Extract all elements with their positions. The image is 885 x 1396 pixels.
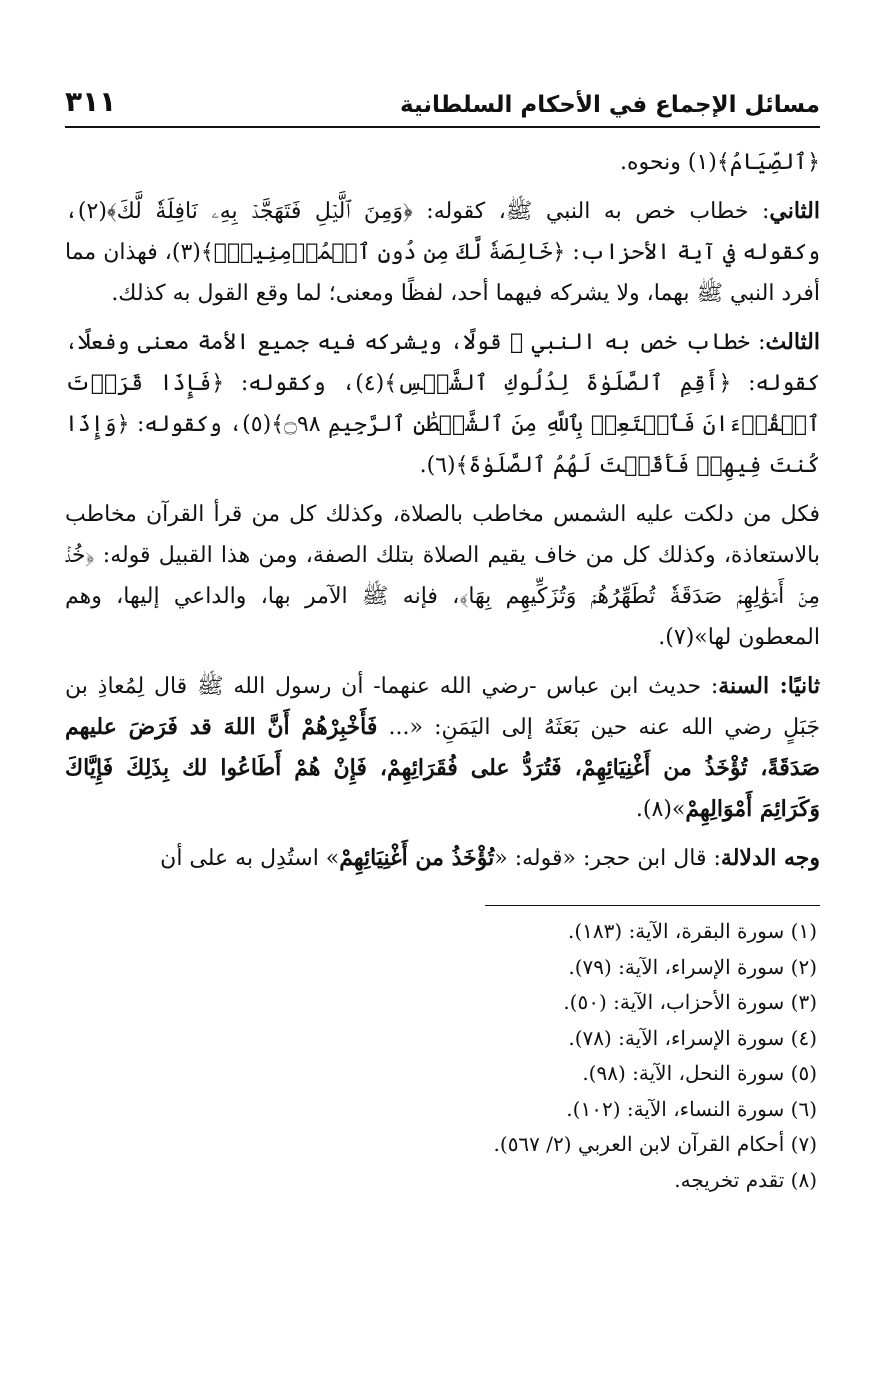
bold-text: فَأَخْبِرْهُمْ أَنَّ اللهَ قد فَرَضَ عليهم صَدَقَةً، تُؤْخَذُ من أَغْنِيَائِهِمْ، فَتُرَدُّ على فُقَرَائِهِمْ، فَإِنْ هُمْ أَطَاعُوا لك بِذَلِكَ فَإِيَّاكَ وَكَرَائِمَ أَمْوَالِهِمْ [65,714,820,822]
text-run: : قال ابن حجر: «قوله: « [494,846,721,871]
header-rule [65,126,820,128]
footnote: (٨) تقدم تخريجه. [674,1167,817,1192]
running-title: مسائل الإجماع في الأحكام السلطانية [400,92,820,118]
text-run: : حديث ابن عباس -رضي الله عنهما- أن رسول الله ﷺ قال لِمُعاذِ بن جَبَلٍ رضي الله عنه حين بَعَثَهُ إلى اليَمَنِ: «... [65,674,820,740]
footnote: (١) سورة البقرة، الآية: (١٨٣). [568,919,817,943]
main-text [65,142,820,879]
text-run: : خطاب خص به النبي ﷺ قولًا، ويشركه فيه جميع الأمة معنى وفعلًا، كقوله: ﴿أَقِمِ ٱلصَّلَوٰةَ لِدُلُوكِ ٱلشَّمۡسِ﴾(٤)، وكقوله: ﴿فَإِذَا قَرَأۡتَ ٱلۡقُرۡءَانَ فَٱسۡتَعِذۡ بِٱللَّهِ مِنَ ٱلشَّيۡطَٰنِ ٱلرَّجِيمِ ۝٩٨﴾(٥)، وكقوله: ﴿وَإِذَا كُنتَ فِيهِمۡ فَأَقَمۡتَ لَهُمُ ٱلصَّلَوٰةَ﴾(٦). [65,330,820,478]
page-number: ٣١١ [65,85,117,118]
paragraph [65,666,820,830]
text-run: »(٨). [635,797,686,822]
text-run: ﴿ٱلصِّيَامُ﴾(١) ونحوه. [620,150,820,175]
paragraph [65,838,820,879]
footnote: (٣) سورة الأحزاب، الآية: (٥٠). [563,990,817,1014]
paragraph [65,494,820,658]
footnote: (٧) أحكام القرآن لابن العربي (٢/ ٥٦٧). [493,1132,817,1156]
page-header [65,70,820,118]
text-run: فكل من دلكت عليه الشمس مخاطب بالصلاة، وكذلك كل من قرأ القرآن مخاطب بالاستعاذة، وكذلك كل من خاف يقيم الصلاة بتلك الصفة، ومن هذا القبيل قوله: ﴿خُذۡ مِنۡ أَمۡوَٰلِهِمۡ صَدَقَةٗ تُطَهِّرُهُمۡ وَتُزَكِّيهِم بِهَا﴾، فإنه ﷺ الآمر بها، والداعي إليها، وهم المعطون لها»(٧). [65,502,820,650]
paragraph [65,191,820,314]
footnote-separator [485,905,820,906]
bold-text: الثالث [765,329,820,355]
bold-text: الثاني [769,198,820,224]
bold-text: وجه الدلالة [720,845,820,871]
footnote: (٦) سورة النساء، الآية: (١٠٢). [566,1096,817,1121]
footnotes [65,914,820,1198]
footnote: (٢) سورة الإسراء، الآية: (٧٩). [568,954,817,979]
footnote: (٥) سورة النحل، الآية: (٩٨). [582,1061,817,1085]
paragraph [65,142,820,183]
bold-text: تُؤْخَذُ من أَغْنِيَائِهِمْ [339,845,495,871]
text-run: » استُدِل به على أن [160,846,340,871]
text-run: : خطاب خص به النبي ﷺ، كقوله: ﴿وَمِنَ ٱلَّيۡلِ فَتَهَجَّدۡ بِهِۦ نَافِلَةٗ لَّكَ﴾(٢)، وكقوله في آية الأحزاب: ﴿خَالِصَةٗ لَّكَ مِن دُونِ ٱلۡمُؤۡمِنِينَۗ﴾(٣)، فهذان مما أفرد النبي ﷺ بهما، ولا يشركه فيهما أحد، لفظًا ومعنى؛ لما وقع القول به كذلك. [65,199,820,306]
footnote: (٤) سورة الإسراء، الآية: (٧٨). [568,1025,817,1050]
paragraph [65,322,820,486]
bold-text: ثانيًا: السنة [718,673,820,699]
